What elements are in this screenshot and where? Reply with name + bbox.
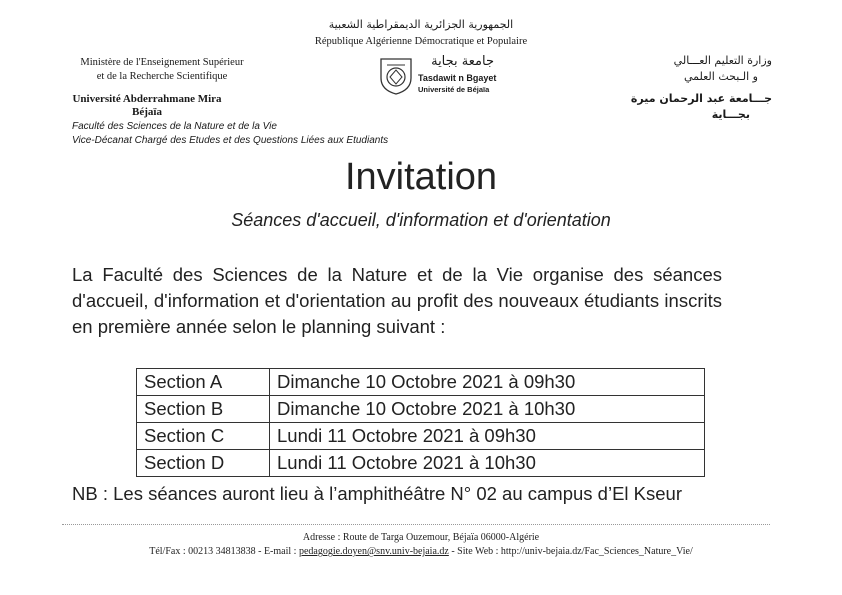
- arabic-republic-title: الجمهورية الجزائرية الديمقراطية الشعبية: [328, 18, 514, 31]
- footer-website[interactable]: - Site Web : http://univ-bejaia.dz/Fac_Sciences_Nature_Vie/: [448, 546, 693, 557]
- republic-title: République Algérienne Démocratique et Populaire: [314, 36, 528, 47]
- page-title: Invitation: [344, 156, 498, 198]
- university-logo: [378, 56, 414, 96]
- date-cell: Lundi 11 Octobre 2021 à 09h30: [270, 423, 705, 450]
- logo-arabic-name: جامعة بجاية: [431, 54, 494, 69]
- arabic-ministry-line2: و الـبحث العلمي: [683, 70, 758, 83]
- section-cell: Section C: [137, 423, 270, 450]
- ministry-line1: Ministère de l'Enseignement Supérieur: [80, 57, 244, 68]
- arabic-university-line2: بجـــاية: [711, 108, 750, 121]
- section-cell: Section B: [137, 396, 270, 423]
- footer-phone: Tél/Fax : 00213 34813838 - E-mail :: [149, 546, 299, 557]
- university-emblem-icon: [378, 56, 414, 96]
- invitation-paragraph: La Faculté des Sciences de la Nature et de la Vie organise des séances d'accueil, d'information et d'orientation au profit des nouveaux étudiants inscrits en première année selon le planning suivant :: [72, 264, 722, 337]
- table-row: [137, 369, 705, 396]
- footer-divider: [62, 524, 770, 525]
- logo-french-name: Université de Béjaïa: [418, 85, 490, 94]
- date-cell: Dimanche 10 Octobre 2021 à 10h30: [270, 396, 705, 423]
- venue-note: NB : Les séances auront lieu à l’amphithéâtre N° 02 au campus d’El Kseur: [72, 483, 683, 504]
- footer-contact: [0, 546, 842, 557]
- ministry-line2: et de la Recherche Scientifique: [96, 71, 228, 82]
- table-row: [137, 423, 705, 450]
- arabic-university-line1: جـــامعة عبد الرحمان ميرة: [630, 92, 772, 105]
- vice-deanship: Vice-Décanat Chargé des Etudes et des Questions Liées aux Etudiants: [72, 135, 389, 146]
- faculty-name: Faculté des Sciences de la Nature et de la Vie: [72, 121, 277, 132]
- table-row: [137, 396, 705, 423]
- university-line2: Béjaïa: [132, 106, 162, 118]
- arabic-ministry-line1: وزارة التعليم العـــالي: [673, 54, 772, 67]
- university-line1: Université Abderrahmane Mira: [72, 93, 222, 105]
- date-cell: Lundi 11 Octobre 2021 à 10h30: [270, 450, 705, 477]
- date-cell: Dimanche 10 Octobre 2021 à 09h30: [270, 369, 705, 396]
- page-subtitle: Séances d'accueil, d'information et d'orientation: [231, 210, 611, 230]
- section-cell: Section D: [137, 450, 270, 477]
- table-row: [137, 450, 705, 477]
- footer-address: Adresse : Route de Targa Ouzemour, Béjaïa 06000-Algérie: [302, 532, 540, 543]
- schedule-table: [136, 368, 705, 477]
- footer-email-link[interactable]: pedagogie.doyen@snv.univ-bejaia.dz: [298, 546, 449, 557]
- section-cell: Section A: [137, 369, 270, 396]
- logo-berber-name: Tasdawit n Bgayet: [418, 73, 497, 83]
